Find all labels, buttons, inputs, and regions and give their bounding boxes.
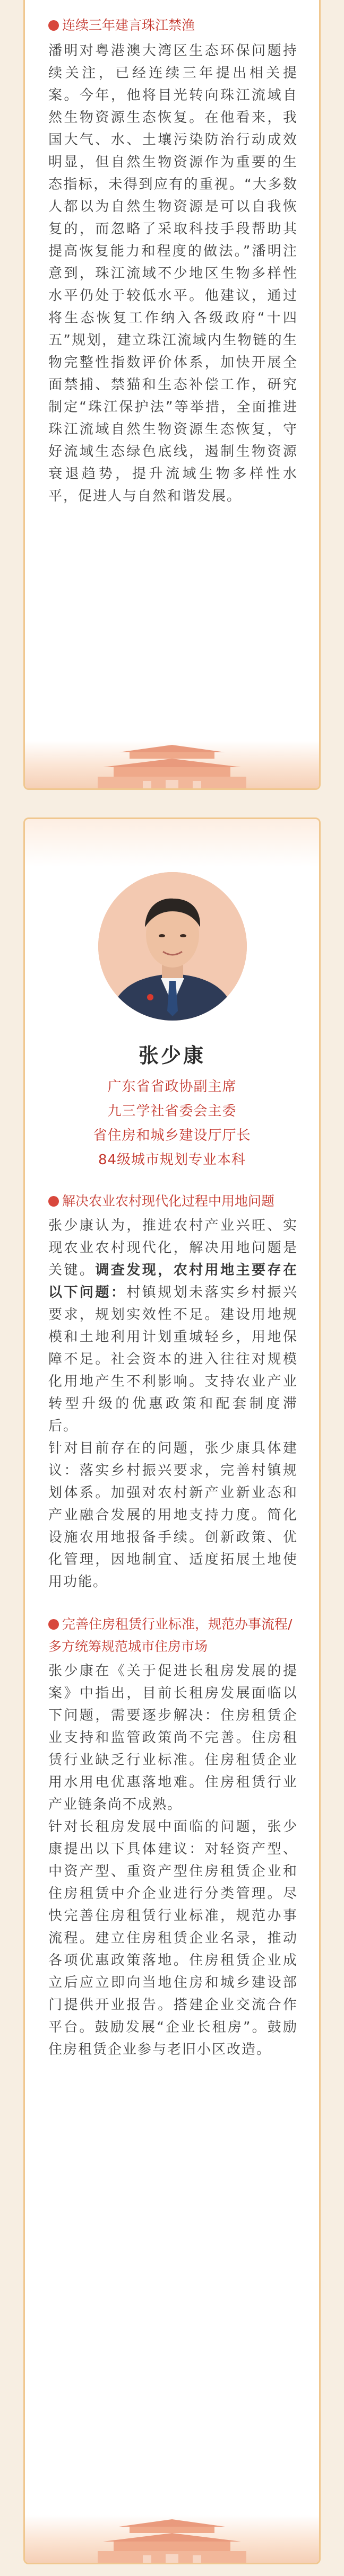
bullet-dot-icon bbox=[48, 1196, 59, 1207]
card-content bbox=[25, 1190, 319, 2061]
section-title bbox=[48, 1613, 298, 1658]
section-title-text: 完善住房租赁行业标准，规范办事流程/多方统筹规范城市住房市场 bbox=[48, 1616, 293, 1654]
paragraph: 针对长租房发展中面临的问题，张少康提出以下具体建议：对轻资产型、中资产型、重资产型住房租赁企业和住房租赁中介企业进行分类管理。尽快完善住房租赁行业标准，规范办事流程。建立住房租赁企业名录，推动各项优惠政策落地。住房租赁企业成立后应立即向当地住房和城乡建设部门提供开业报告。搭建企业交流合作平台。鼓励发展“企业长租房”。鼓励住房租赁企业参与老旧小区改造。 bbox=[48, 1819, 298, 2058]
title-line: 九三学社省委会主委 bbox=[107, 1103, 237, 1119]
bullet-dot-icon bbox=[48, 1619, 59, 1630]
title-line: 省住房和城乡建设厅厅长 bbox=[93, 1128, 251, 1144]
decorative-band bbox=[25, 741, 319, 788]
person-titles bbox=[25, 1075, 319, 1172]
decorative-band bbox=[25, 2515, 319, 2563]
paragraph: 针对目前存在的问题，张少康具体建议：落实乡村振兴要求，完善村镇规划体系。加强对农村新产业新业态和产业融合发展的用地支持力度。简化设施农用地报备手续。创新政策、优化管理，因地制宜、适度拓展土地使用功能。 bbox=[48, 1440, 298, 1590]
bullet-dot-icon bbox=[48, 20, 59, 31]
paragraph: 潘明对粤港澳大湾区生态环保问题持续关注，已经连续三年提出相关提案。今年，他将目光转向珠江流域自然生物资源生态恢复。在他看来，我国大气、水、土壤污染防治行动成效明显，但自然生物资源作为重要的生态指标，未得到应有的重视。“大多数人都以为自然生物资源是可以自我恢复的，而忽略了采取科技手段帮助其提高恢复能力和程度的做法。”潘明注意到，珠江流域不少地区生物多样性水平仍处于较低水平。他建议，通过将生态恢复工作纳入各级政府“十四五”规划，建立珠江流域内生物链的生物完整性指数评价体系，加快开展全面禁捕、禁猫和生态补偿工作，研究制定“珠江保护法”等举措，全面推进珠江流域自然生物资源生态恢复，守好流域生态绿色底线，遏制生物资源衰退趋势，提升流域生物多样性水平，促进人与自然和谐发展。 bbox=[48, 43, 298, 504]
paragraph bbox=[48, 1215, 298, 1437]
tiananmen-gate-icon bbox=[92, 743, 252, 788]
avatar bbox=[98, 872, 247, 1021]
paragraph-text: 村镇规划未落实乡村振兴要求，规划实效性不足。建设用地规模和土地利用计划重城轻乡，用地保障不足。社会资本的进入往往对规模化用地产生不利影响。支持农业产业转型升级的优惠政策和配套制度滞后。 bbox=[48, 1285, 298, 1434]
paragraph: 张少康在《关于促进长租房发展的提案》中指出，目前长租房发展面临以下问题，需要逐步解决：住房租赁企业支持和监管政策尚不完善。住房租赁行业缺乏行业标准。住房租赁企业用水用电优惠落地难。住房租赁行业产业链条尚不成熟。 bbox=[48, 1663, 298, 1813]
section-title bbox=[48, 14, 298, 37]
card-content bbox=[25, 0, 319, 507]
paragraph-bold-text: 调查发现，农村用地主要存在以下问题： bbox=[48, 1262, 298, 1300]
card-zhangshaokang bbox=[23, 817, 321, 2564]
decorative-cloud bbox=[25, 819, 319, 867]
portrait-icon bbox=[98, 872, 247, 1021]
title-line: 广东省省政协副主席 bbox=[107, 1079, 237, 1095]
section-title bbox=[48, 1190, 298, 1212]
section-title-text: 解决农业农村现代化过程中用地问题 bbox=[62, 1193, 275, 1209]
card-panming bbox=[23, 0, 321, 790]
tiananmen-gate-icon bbox=[92, 2517, 252, 2563]
person-name: 张少康 bbox=[138, 1044, 205, 1067]
section-title-text: 连续三年建言珠江禁渔 bbox=[62, 17, 195, 33]
paragraph-text: 张少康认为，推进农村产业兴旺、实现农业农村现代化，解决用地问题是关键。 bbox=[48, 1218, 298, 1278]
title-line: 84级城市规划专业本科 bbox=[98, 1152, 246, 1168]
